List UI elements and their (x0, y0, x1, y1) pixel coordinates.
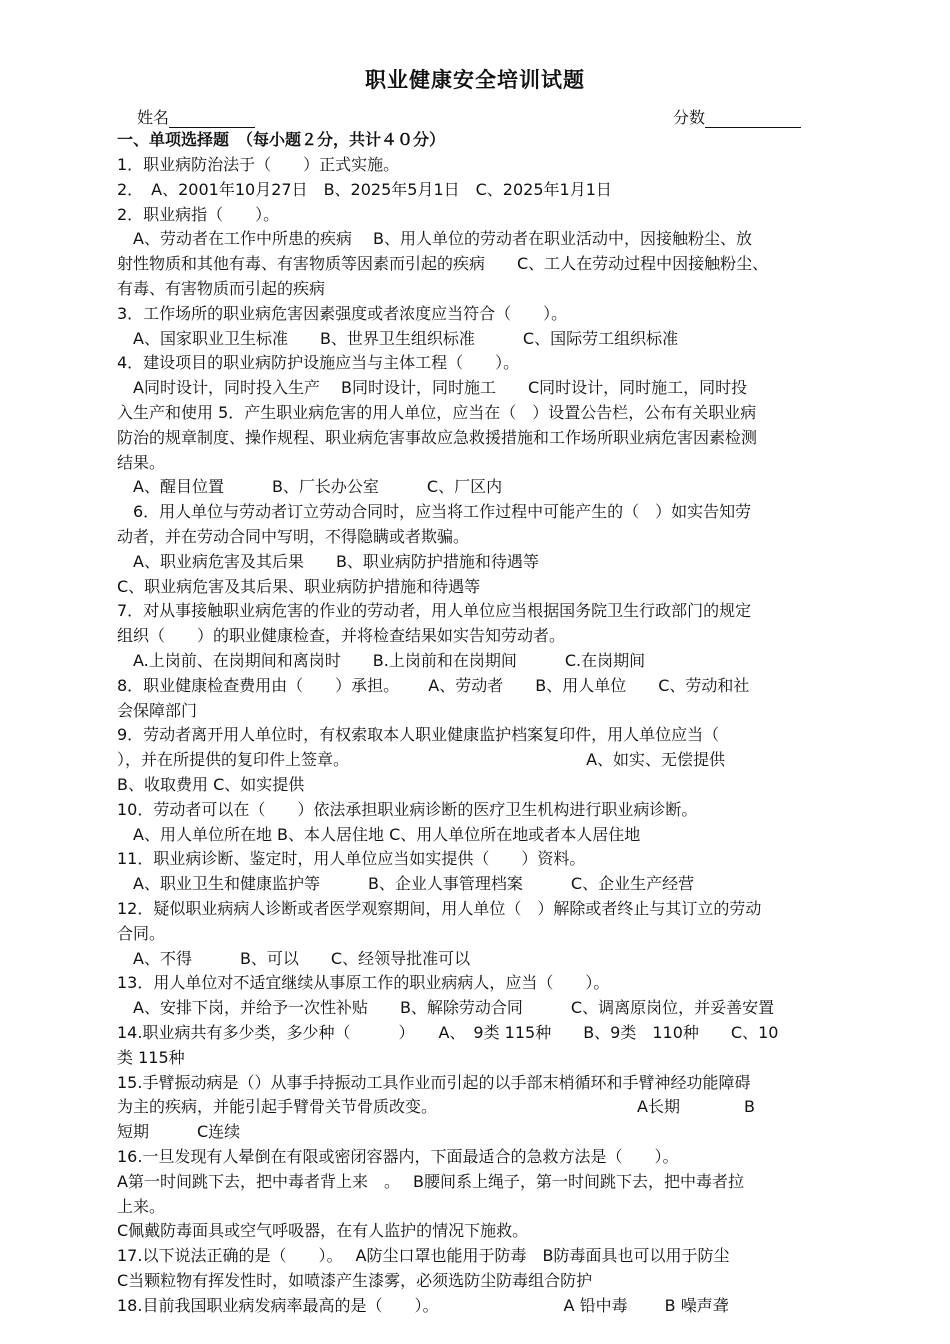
text-line: 2．职业病指（ ）。 (117, 205, 280, 224)
score-blank[interactable] (705, 111, 801, 128)
text-line: 上来。 (117, 1197, 166, 1216)
text-line: 4．建设项目的职业病防护设施应当与主体工程（ ）。 (117, 353, 520, 372)
text-line: 会保障部门 (117, 701, 198, 720)
text-line: 11．职业病诊断、鉴定时，用人单位应当如实提供（ ）资料。 (117, 849, 586, 868)
text-line: C当颗粒物有挥发性时，如喷漆产生漆雾，必须选防尘防毒组合防护 (117, 1271, 593, 1290)
text-line: 有毒、有害物质而引起的疾病 (117, 279, 326, 298)
text-line: 2． A、2001年10月27日 B、2025年5月1日 C、2025年1月1日 (117, 180, 612, 199)
text-line: 18.目前我国职业病发病率最高的是（ ）。 A 铅中毒 B 噪声聋 (117, 1296, 729, 1315)
text-line: 为主的疾病，并能引起手臂骨关节骨质改变。 A长期 B (117, 1097, 755, 1116)
document-title: 职业健康安全培训试题 (365, 68, 585, 92)
text-line: 6．用人单位与劳动者订立劳动合同时，应当将工作过程中可能产生的（ ）如实告知劳 (117, 502, 752, 521)
text-line: B、收取费用 C、如实提供 (117, 775, 305, 794)
text-line: 类 115种 (117, 1048, 185, 1067)
text-line: 防治的规章制度、操作规程、职业病危害事故应急救援措施和工作场所职业病危害因素检测 (117, 428, 758, 447)
text-line: 结果。 (117, 453, 166, 472)
name-blank[interactable] (169, 111, 255, 128)
text-line: C、职业病危害及其后果、职业病防护措施和待遇等 (117, 577, 481, 596)
text-line: 13．用人单位对不适宜继续从事原工作的职业病病人，应当（ ）。 (117, 973, 610, 992)
text-line: A、醒目位置 B、厂长办公室 C、厂区内 (117, 477, 503, 496)
text-line: A、职业卫生和健康监护等 B、企业人事管理档案 C、企业生产经营 (117, 874, 695, 893)
text-line: A同时设计，同时投入生产 B同时设计，同时施工 C同时设计，同时施工，同时投 (117, 378, 748, 397)
text-line: 入生产和使用 5．产生职业病危害的用人单位，应当在（ ）设置公告栏，公布有关职业病 (117, 403, 757, 422)
text-line: 10．劳动者可以在（ ）依法承担职业病诊断的医疗卫生机构进行职业病诊断。 (117, 800, 698, 819)
text-line: 15.手臂振动病是（）从事手持振动工具作业而引起的以手部末梢循环和手臂神经功能障碍 (117, 1073, 751, 1092)
text-line: 3．工作场所的职业病危害因素强度或者浓度应当符合（ ）。 (117, 304, 568, 323)
text-line: A第一时间跳下去，把中毒者背上来 。 B腰间系上绳子，第一时间跳下去，把中毒者拉 (117, 1172, 745, 1191)
text-line: 16.一旦发现有人晕倒在有限或密闭容器内，下面最适合的急救方法是（ ）。 (117, 1147, 679, 1166)
text-line: A、劳动者在工作中所患的疾病 B、用人单位的劳动者在职业活动中，因接触粉尘、放 (117, 229, 753, 248)
text-line: 9．劳动者离开用人单位时，有权索取本人职业健康监护档案复印件，用人单位应当（ (117, 725, 720, 744)
text-line: 7．对从事接触职业病危害的作业的劳动者，用人单位应当根据国务院卫生行政部门的规定 (117, 601, 752, 620)
text-line: 合同。 (117, 924, 166, 943)
text-line: A、职业病危害及其后果 B、职业病防护措施和待遇等 (117, 552, 539, 571)
text-line: 8．职业健康检查费用由（ ）承担。 A、劳动者 B、用人单位 C、劳动和社 (117, 676, 750, 695)
text-line: 14.职业病共有多少类，多少种（ ） A、 9类 115种 B、9类 110种 C、10 (117, 1023, 779, 1042)
text-line: 17.以下说法正确的是（ ）。 A防尘口罩也能用于防毒 B防毒面具也可以用于防尘 (117, 1246, 730, 1265)
name-label: 姓名 (137, 108, 170, 127)
text-line: 动者，并在劳动合同中写明，不得隐瞒或者欺骗。 (117, 527, 470, 546)
text-line: 1．职业病防治法于（ ）正式实施。 (117, 155, 400, 174)
text-line: C佩戴防毒面具或空气呼吸器，在有人监护的情况下施救。 (117, 1221, 529, 1240)
text-line: 射性物质和其他有毒、有害物质等因素而引起的疾病 C、工人在劳动过程中因接触粉尘、 (117, 254, 769, 273)
score-label: 分数 (673, 108, 706, 127)
name-field (137, 105, 255, 128)
section-heading: 一、单项选择题 （每小题２分，共计４０分） (117, 130, 446, 149)
text-line: A、用人单位所在地 B、本人居住地 C、用人单位所在地或者本人居住地 (117, 825, 641, 844)
text-line: 组织（ ）的职业健康检查，并将检查结果如实告知劳动者。 (117, 626, 566, 645)
text-line: A、国家职业卫生标准 B、世界卫生组织标准 C、国际劳工组织标准 (117, 329, 679, 348)
text-line: ），并在所提供的复印件上签章。 A、如实、无偿提供 (117, 750, 726, 769)
text-line: A、安排下岗，并给予一次性补贴 B、解除劳动合同 C、调离原岗位，并妥善安置 (117, 998, 775, 1017)
text-line: A.上岗前、在岗期间和离岗时 B.上岗前和在岗期间 C.在岗期间 (117, 651, 646, 670)
text-line: A、不得 B、可以 C、经领导批准可以 (117, 949, 471, 968)
text-line: 短期 C连续 (117, 1122, 241, 1141)
score-field (673, 105, 801, 128)
text-line: 12．疑似职业病病人诊断或者医学观察期间，用人单位（ ）解除或者终止与其订立的劳动 (117, 899, 762, 918)
